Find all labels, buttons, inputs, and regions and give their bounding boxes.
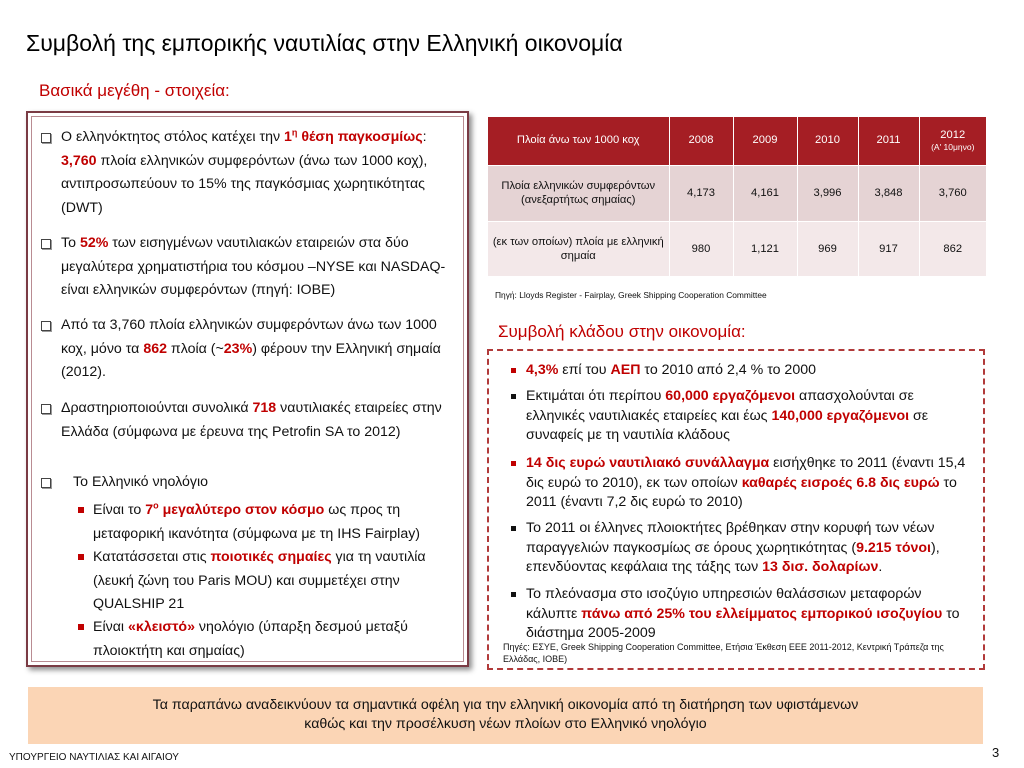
list-item: Το 52% των εισηγμένων ναυτιλιακών εταιρειών στα δύο μεγαλύτερα χρηματιστήρια του κόσμου –NYSE και NASDAQ- είναι ελληνικών συμφερόντων (πηγή: IOBE): [41, 232, 461, 303]
table-cell: 1,121: [733, 221, 797, 276]
checkbox-bullet-icon: [41, 321, 51, 331]
table-header-cell: 2009: [733, 117, 797, 165]
table-cell: (εκ των οποίων) πλοία με ελληνική σημαία: [488, 221, 669, 276]
list-item: Από τα 3,760 πλοία ελληνικών συμφερόντων άνω των 1000 κοχ, μόνο τα 862 πλοία (~23%) φέρουν την Ελληνική σημαία (2012).: [41, 314, 461, 385]
page-title: Συμβολή της εμπορικής ναυτιλίας στην Ελληνική οικονομία: [26, 30, 623, 56]
checkbox-bullet-icon: [41, 478, 51, 488]
list-item: Το Ελληνικό νηολόγιο: [41, 471, 461, 495]
table-header-cell: 2011: [858, 117, 919, 165]
sub-list-item: Είναι «κλειστό» νηολόγιο (ύπαρξη δεσμού μεταξύ πλοιοκτήτη και σημαίας): [78, 616, 463, 663]
table-cell: 4,173: [669, 165, 733, 221]
list-item: Ο ελληνόκτητος στόλος κατέχει την $1^\eta$ θέση παγκοσμίως: 3,760 πλοία ελληνικών συμφερόντων (άνω των 1000 κοχ), αντιπροσωπεύουν το 15% της παγκόσμιας χωρητικότητας (DWT): [41, 126, 461, 221]
key-figures-panel: [26, 111, 469, 667]
bullet-icon: [511, 368, 516, 373]
sub-list-item: Είναι το $7^o$ μεγαλύτερο στον κόσμο ως προς τη μεταφορική ικανότητα (σύμφωνα με τη IHS Fairplay): [78, 499, 463, 546]
table-cell: Πλοία ελληνικών συμφερόντων (ανεξαρτήτως σημαίας): [488, 165, 669, 221]
table-header-cell: Πλοία άνω των 1000 κοχ: [488, 117, 669, 165]
banner-line: Τα παραπάνω αναδεικνύουν τα σημαντικά οφέλη για την ελληνική οικονομία από τη διατήρηση των υφιστάμενων: [152, 697, 859, 713]
table-cell: 862: [919, 221, 986, 276]
sub-list-item: Κατατάσσεται στις ποιοτικές σημαίες για τη ναυτιλία (λευκή ζώνη του Paris MOU) και συμμετέχει στην QUALSHIP 21: [78, 546, 463, 617]
sector-contribution-panel: [487, 349, 985, 670]
table-cell: 3,848: [858, 165, 919, 221]
table-header-cell: 2008: [669, 117, 733, 165]
table-row: [488, 221, 986, 276]
bullet-icon: [78, 507, 84, 513]
conclusion-banner: [28, 687, 983, 744]
banner-line: καθώς και την προσέλκυση νέων πλοίων στο Ελληνικό νηολόγιο: [304, 716, 707, 732]
list-item: Το 2011 οι έλληνες πλοιοκτήτες βρέθηκαν στην κορυφή των νέων παραγγελιών παγκοσμίως σε όρους χωρητικότητας (9.215 τόνοι), επενδύοντας κεφάλαια της τάξης των 13 δισ. δολαρίων.: [511, 519, 971, 578]
table-header-cell: 2012 (Α' 10μηνο): [919, 117, 986, 165]
table-cell: 4,161: [733, 165, 797, 221]
table-cell: 3,760: [919, 165, 986, 221]
list-item: Εκτιμάται ότι περίπου 60,000 εργαζόμενοι απασχολούνται σε ελληνικές ναυτιλιακές εταιρείες και έως 140,000 εργαζόμενοι σε συναφείς με τη ναυτιλία κλάδους: [511, 387, 971, 446]
table-cell: 917: [858, 221, 919, 276]
table-cell: 3,996: [797, 165, 858, 221]
table-cell: 980: [669, 221, 733, 276]
contribution-title: Συμβολή κλάδου στην οικονομία:: [498, 322, 746, 341]
bullet-icon: [78, 554, 84, 560]
bullet-icon: [511, 394, 516, 399]
ships-table: [488, 117, 986, 276]
list-item: 4,3% επί του ΑΕΠ το 2010 από 2,4 % το 2000: [511, 361, 971, 381]
table-header-cell: 2010: [797, 117, 858, 165]
table-cell: 969: [797, 221, 858, 276]
table-row: [488, 165, 986, 221]
checkbox-bullet-icon: [41, 404, 51, 414]
checkbox-bullet-icon: [41, 239, 51, 249]
table-source-note: Πηγή: Lloyds Register - Fairplay, Greek Shipping Cooperation Committee: [495, 290, 767, 300]
list-item: 14 δις ευρώ ναυτιλιακό συνάλλαγμα εισήχθηκε το 2011 (έναντι 15,4 δις ευρώ το 2010), εκ των οποίων καθαρές εισροές 6.8 δις ευρώ το 2011 (έναντι 7,2 δις ευρώ το 2010): [511, 454, 971, 513]
sources-note: Πηγές: ΕΣΥΕ, Greek Shipping Cooperation Committee, Ετήσια Έκθεση ΕΕΕ 2011-2012, Κεντρική Τράπεζα της Ελλάδας, IOBE): [503, 642, 944, 664]
bullet-icon: [511, 592, 516, 597]
list-item: Το πλεόνασμα στο ισοζύγιο υπηρεσιών θαλάσσιων μεταφορών κάλυπτε πάνω από 25% του ελλείμματος εμπορικού ισοζυγίου το διάστημα 2005-2009: [511, 585, 971, 644]
checkbox-bullet-icon: [41, 133, 51, 143]
table-header-row: [488, 117, 986, 165]
list-item: Δραστηριοποιούνται συνολικά 718 ναυτιλιακές εταιρείες στην Ελλάδα (σύμφωνα με έρευνα της Petrofin SA το 2012): [41, 397, 461, 444]
page-number: 3: [992, 745, 1000, 760]
footer-ministry: ΥΠΟΥΡΓΕΙΟ ΝΑΥΤΙΛΙΑΣ ΚΑΙ ΑΙΓΑΙΟΥ: [9, 752, 179, 763]
bullet-icon: [78, 624, 84, 630]
section-title: Βασικά μεγέθη - στοιχεία:: [39, 81, 230, 100]
bullet-icon: [511, 526, 516, 531]
bullet-icon: [511, 461, 516, 466]
